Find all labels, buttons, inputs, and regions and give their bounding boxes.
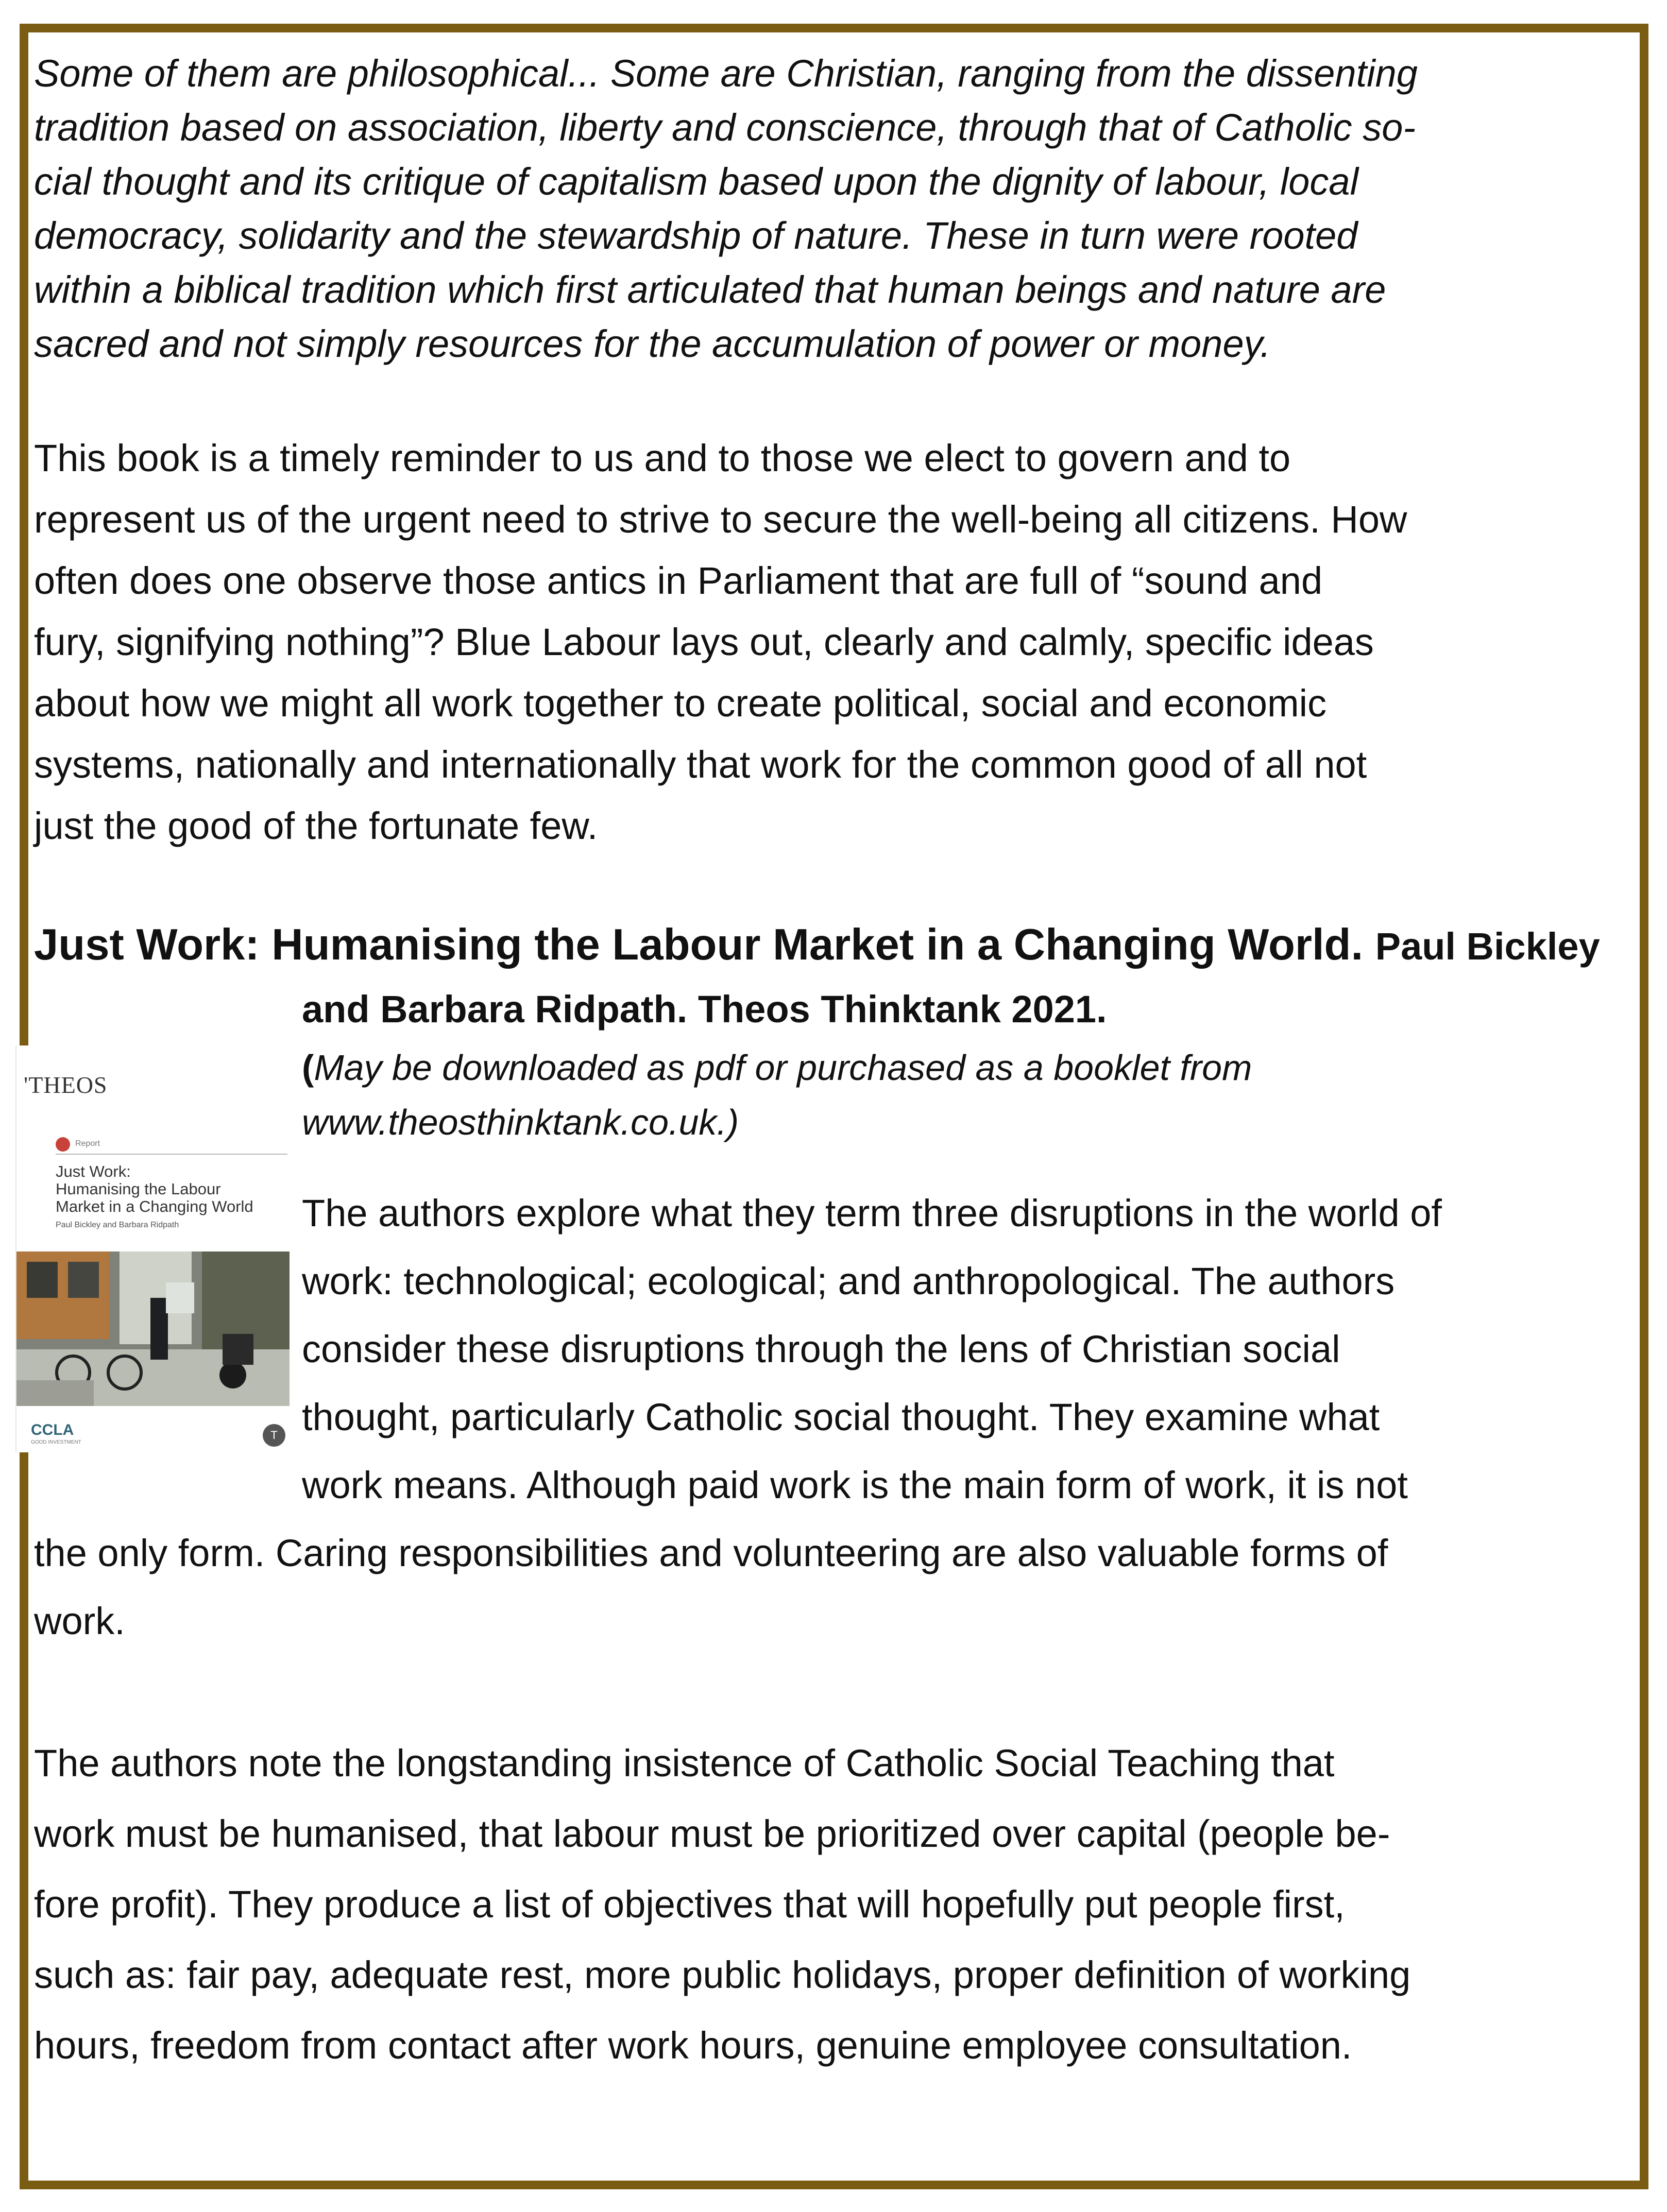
text-line: work: technological; ecological; and anthropological. The authors — [302, 1260, 1395, 1302]
note-paren: ( — [302, 1048, 314, 1088]
intro-paragraph — [34, 427, 1621, 856]
quote-line: Some of them are philosophical... Some are Christian, ranging from the dissenting — [34, 52, 1418, 95]
cover-partner-logo: CCLA — [31, 1421, 74, 1438]
quote-line: democracy, solidarity and the stewardship of nature. These in turn were rooted — [34, 214, 1358, 257]
cover-publisher-logo: 'THEOS — [24, 1072, 108, 1098]
text-line: just the good of the fortunate few. — [34, 804, 598, 847]
review-paragraph — [34, 1179, 1636, 1655]
note-line: May be downloaded as pdf or purchased as a booklet from — [314, 1048, 1252, 1088]
text-line: fore profit). They produce a list of objectives that will hopefully put people first, — [34, 1883, 1345, 1926]
note-link: www.theosthinktank.co.uk.) — [302, 1102, 739, 1142]
quote-line: tradition based on association, liberty and conscience, through that of Catholic so- — [34, 106, 1416, 149]
theos-badge-icon: T — [263, 1424, 285, 1447]
text-line: The authors explore what they term three disruptions in the world of — [302, 1192, 1442, 1234]
cover-authors: Paul Bickley and Barbara Ridpath — [56, 1221, 179, 1229]
quote-paragraph — [34, 46, 1621, 371]
book-title: Just Work: Humanising the Labour Market in a Changing World. — [34, 920, 1364, 969]
cover-title-line: Market in a Changing World — [56, 1197, 253, 1215]
availability-note — [302, 1040, 1590, 1150]
text-line: such as: fair pay, adequate rest, more public holidays, proper definition of working — [34, 1953, 1411, 1996]
book-authors-publisher: and Barbara Ridpath. Theos Thinktank 2021. — [302, 988, 1107, 1031]
text-line: work. — [34, 1600, 125, 1642]
cover-report-label: Report — [75, 1139, 100, 1148]
quote-line: cial thought and its critique of capitalism based upon the dignity of labour, local — [34, 160, 1359, 203]
text-line: The authors note the longstanding insistence of Catholic Social Teaching that — [34, 1742, 1335, 1785]
text-line: about how we might all work together to create political, social and economic — [34, 682, 1327, 725]
text-line: represent us of the urgent need to strive to secure the well-being all citizens. How — [34, 498, 1407, 541]
conclusion-paragraph — [34, 1728, 1621, 2081]
book-authors-start: Paul Bickley — [1375, 925, 1600, 968]
quote-line: sacred and not simply resources for the accumulation of power or money. — [34, 322, 1271, 365]
text-line: This book is a timely reminder to us and to those we elect to govern and to — [34, 437, 1291, 479]
text-line: often does one observe those antics in Parliament that are full of “sound and — [34, 559, 1323, 602]
text-line: hours, freedom from contact after work hours, genuine employee consultation. — [34, 2024, 1352, 2067]
cover-title-line: Just Work: — [56, 1162, 131, 1180]
text-line: thought, particularly Catholic social thought. They examine what — [302, 1396, 1380, 1438]
book-heading — [34, 917, 1636, 975]
text-line: consider these disruptions through the lens of Christian social — [302, 1328, 1340, 1370]
cover-title-line: Humanising the Labour — [56, 1180, 221, 1198]
report-icon — [56, 1137, 70, 1152]
text-line: fury, signifying nothing”? Blue Labour lays out, clearly and calmly, specific ideas — [34, 621, 1374, 663]
cover-partner-tagline: GOOD INVESTMENT — [31, 1439, 81, 1445]
cover-divider — [56, 1154, 287, 1155]
quote-line: within a biblical tradition which first articulated that human beings and nature are — [34, 268, 1386, 311]
text-line: the only form. Caring responsibilities and volunteering are also valuable forms of — [34, 1532, 1388, 1574]
text-line: work means. Although paid work is the main form of work, it is not — [302, 1464, 1408, 1506]
text-line: systems, nationally and internationally that work for the common good of all not — [34, 743, 1367, 786]
text-line: work must be humanised, that labour must be prioritized over capital (people be- — [34, 1812, 1390, 1855]
